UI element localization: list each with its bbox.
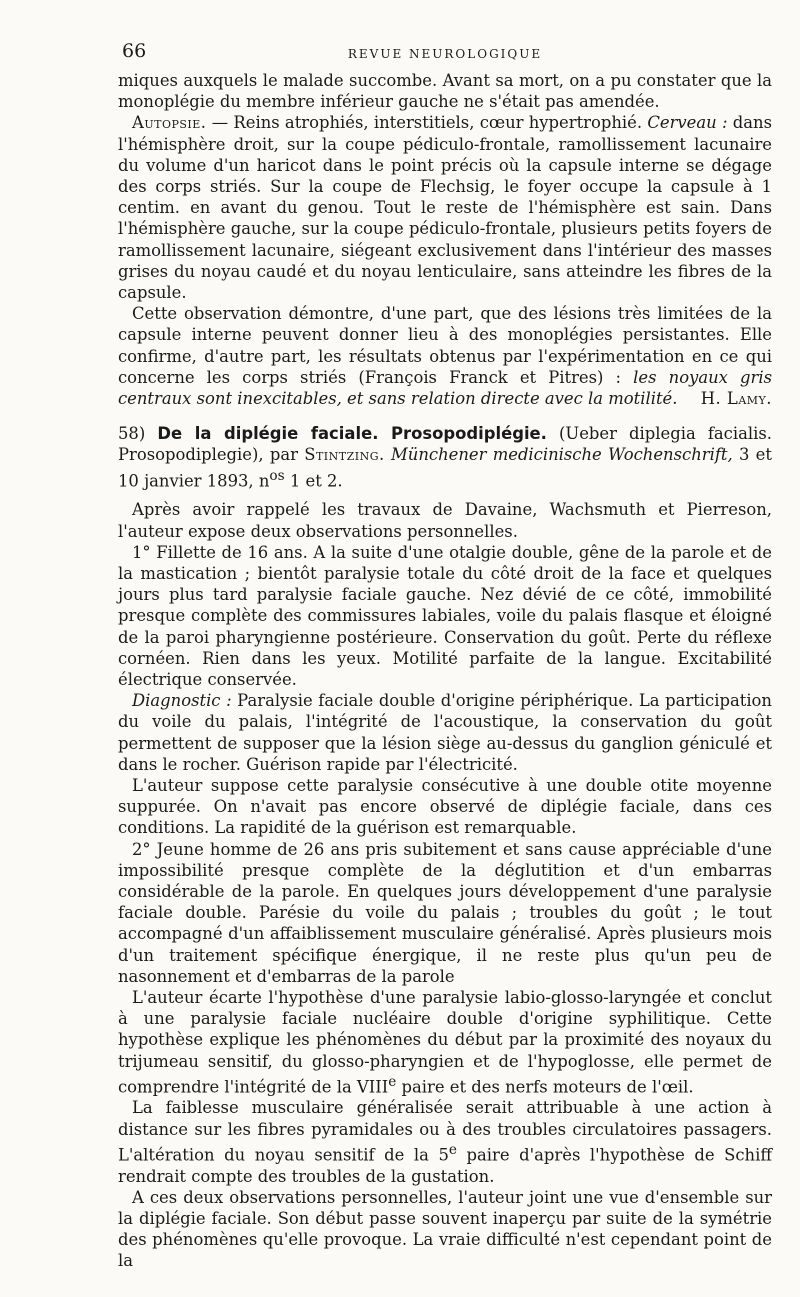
article-journal: Münchener medicinische Wochenschrift, [391,445,733,465]
paragraph-hypothesis: L'auteur écarte l'hypothèse d'une paralysie labio-glosso-laryngée et conclut à une paralysie faciale nucléaire double d'origine syphilitique. Cette hypothèse explique les phénomènes du début par la proximité des noyaux du trijumeau sensitif, du glosso-pharyngien et de l'hypoglosse, elle permet de comprendre l'intégrité de la VIIIe paire et des nerfs moteurs de l'œil. [118,988,772,1097]
autopsy-label: Autopsie. [132,113,207,133]
paragraph-weakness: La faiblesse musculaire généralisée serait attribuable à une action à distance sur les fibres pyramidales ou à des troubles circulatoires passagers. L'altération du noyau sensitif de la 5e paire d'après l'hypothèse de Schiff rendrait compte des troubles de la gustation. [118,1098,772,1186]
paragraph-case-2: 2° Jeune homme de 26 ans pris subitement et sans cause appréciable d'une impossibilité presque complète de la déglutition et d'un embarras considérable de la parole. En quelques jours développement d'une paralysie faciale double. Parésie du voile du palais ; troubles du goût ; le tout accompagné d'un affaiblissement musculaire généralisé. Après plusieurs mois d'un traitement spécifique énergique, il ne reste plus qu'un peu de nasonnement et d'embarras de la parole [118,839,772,986]
paragraph-overview: A ces deux observations personnelles, l'auteur joint une vue d'ensemble sur la diplégie faciale. Son début passe souvent inaperçu par suite de la symétrie des phénomènes qu'elle provoque. La vraie difficulté n'est cependant point de la [118,1187,772,1271]
article-author: Stintzing. [304,445,385,465]
page-body [118,70,772,1272]
diagnostic-label: Diagnostic : [132,691,232,711]
paragraph-continuation: miques auxquels le malade succombe. Avant sa mort, on a pu constater que la monoplégie du membre inférieur gauche ne s'était pas amendée. [118,71,772,112]
article-title: De la diplégie faciale. Prosopodiplégie. [157,424,547,444]
article-number: 58) [118,424,146,444]
paragraph-autopsy: Autopsie. — Reins atrophiés, interstitiels, cœur hypertrophié. Cerveau : dans l'hémisphère droit, sur la coupe pédiculo-frontale, ramollissement lacunaire du volume d'un haricot dans le point précis où la capsule interne se dégage des corps striés. Sur la coupe de Flechsig, le foyer occupe la capsule à 1 centim. en avant du genou. Tout le reste de l'hémisphère est sain. Dans l'hémisphère gauche, sur la coupe pédiculo-frontale, plusieurs petits foyers de ramollissement lacunaire, siégeant exclusivement dans l'intérieur des masses grises du noyau caudé et du noyau lenticulaire, sans atteindre les fibres de la capsule. [118,113,772,303]
page-header [118,40,772,70]
paragraph-case-1: 1° Fillette de 16 ans. A la suite d'une otalgie double, gêne de la parole et de la mastication ; bientôt paralysie totale du côté droit de la face et quelques jours plus tard paralysie faciale gauche. Nez dévié de ce côté, immobilité presque complète des commissures labiales, voile du palais flasque et éloigné de la paroi pharyngienne postérieure. Conservation du goût. Perte du réflexe cornéen. Rien dans les yeux. Motilité parfaite de la langue. Excitabilité électrique conservée. [118,542,772,689]
article-heading: 58) De la diplégie faciale. Prosopodiplégie. (Ueber diplegia facialis. Prosopodiplegie), par Stintzing. Münchener medicinische Wochenschrift, 3 et 10 janvier 1893, $n^{os}$ 1 et 2. [118,424,772,491]
paragraph-diagnostic: Diagnostic : Paralysie faciale double d'origine périphérique. La participation du voile du palais, l'intégrité de l'acoustique, la conservation du goût permettent de supposer que la lésion siège au-dessus du ganglion géniculé et dans le rocher. Guérison rapide par l'électricité. [118,691,772,774]
page-number: 66 [122,40,147,62]
paragraph-intro: Après avoir rappelé les travaux de Davaine, Wachsmuth et Pierreson, l'auteur expose deux observations personnelles. [118,500,772,541]
author-signature: H. Lamy. [700,389,772,409]
running-title: REVUE NEUROLOGIQUE [347,47,543,61]
paragraph-otitis: L'auteur suppose cette paralysie consécutive à une double otite moyenne suppurée. On n'avait pas encore observé de diplégie faciale, dans ces conditions. La rapidité de la guérison est remarquable. [118,775,772,838]
paragraph-conclusion: Cette observation démontre, d'une part, que des lésions très limitées de la capsule interne peuvent donner lieu à des monoplégies persistantes. Elle confirme, d'autre part, les résultats obtenus par l'expérimentation en ce qui concerne les corps striés (François Franck et Pitres) : les noyaux gris centraux sont inexcitables, et sans relation directe avec la motilité. H. Lamy. [118,304,772,409]
